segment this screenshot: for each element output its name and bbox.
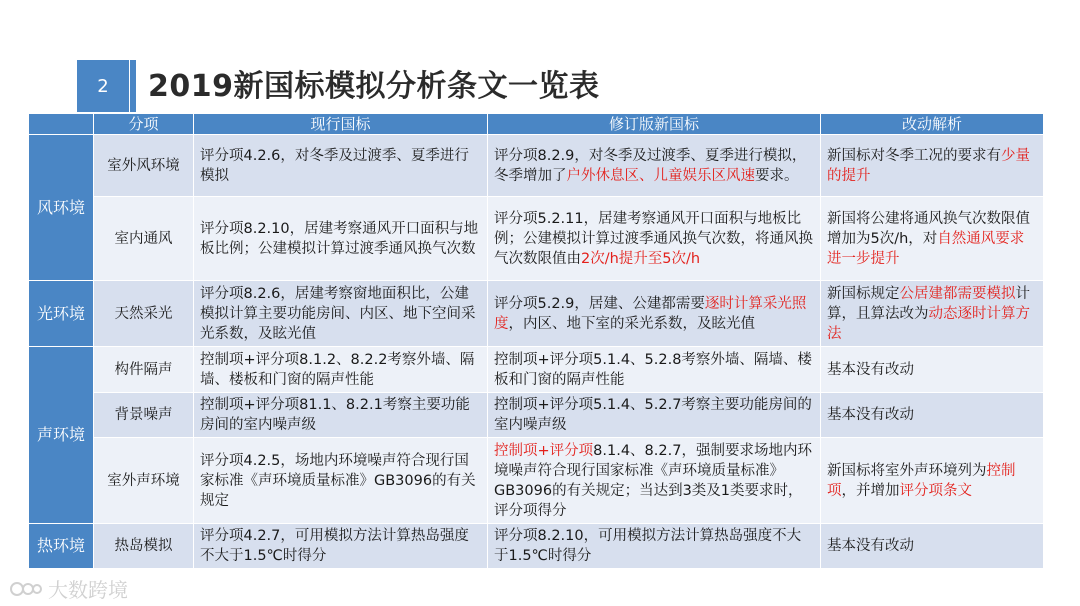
revised-cell: 控制项+评分项5.1.4、5.2.8考察外墙、隔墙、楼板和门窗的隔声性能 <box>488 347 821 393</box>
title-accent-bar <box>130 60 136 112</box>
revised-cell: 评分项5.2.9，居建、公建都需要逐时计算采光照度，内区、地下室的采光系数，及眩光值 <box>488 281 821 347</box>
current-cell: 评分项4.2.7，可用模拟方法计算热岛强度不大于1.5℃时得分 <box>194 524 488 569</box>
group-light: 光环境 <box>29 281 94 347</box>
table-row <box>29 281 1044 347</box>
analysis-cell: 基本没有改动 <box>821 393 1044 438</box>
table-row <box>29 135 1044 197</box>
page-title: 2019新国标模拟分析条文一览表 <box>148 69 600 104</box>
revised-cell: 评分项8.2.10，可用模拟方法计算热岛强度不大于1.5℃时得分 <box>488 524 821 569</box>
item-cell: 室外风环境 <box>94 135 194 197</box>
analysis-cell: 基本没有改动 <box>821 524 1044 569</box>
revised-cell: 控制项+评分项8.1.4、8.2.7，强制要求场地内环境噪声符合现行国家标准《声环境质量标准》GB3096的有关规定；当达到3类及1类要求时，评分项得分 <box>488 438 821 524</box>
current-cell: 控制项+评分项8.1.2、8.2.2考察外墙、隔墙、楼板和门窗的隔声性能 <box>194 347 488 393</box>
item-cell: 热岛模拟 <box>94 524 194 569</box>
table-header-row <box>29 114 1044 135</box>
item-cell: 背景噪声 <box>94 393 194 438</box>
watermark-logo-icon <box>8 576 44 602</box>
item-cell: 天然采光 <box>94 281 194 347</box>
standards-comparison-table <box>28 113 1044 569</box>
table-row <box>29 438 1044 524</box>
item-cell: 室内通风 <box>94 197 194 281</box>
analysis-cell: 新国标对冬季工况的要求有少量的提升 <box>821 135 1044 197</box>
group-wind: 风环境 <box>29 135 94 281</box>
current-cell: 评分项8.2.10，居建考察通风开口面积与地板比例；公建模拟计算过渡季通风换气次数 <box>194 197 488 281</box>
group-heat: 热环境 <box>29 524 94 569</box>
header-blank <box>29 114 94 135</box>
table-row <box>29 197 1044 281</box>
analysis-cell: 基本没有改动 <box>821 347 1044 393</box>
current-cell: 评分项8.2.6，居建考察窗地面积比，公建模拟计算主要功能房间、内区、地下空间采光系数，及眩光值 <box>194 281 488 347</box>
analysis-cell: 新国标规定公居建都需要模拟计算，且算法改为动态逐时计算方法 <box>821 281 1044 347</box>
revised-cell: 评分项8.2.9，对冬季及过渡季、夏季进行模拟，冬季增加了户外休息区、儿童娱乐区风速要求。 <box>488 135 821 197</box>
table-row <box>29 393 1044 438</box>
analysis-cell: 新国标将室外声环境列为控制项，并增加评分项条文 <box>821 438 1044 524</box>
table-row <box>29 347 1044 393</box>
item-cell: 室外声环境 <box>94 438 194 524</box>
header-item: 分项 <box>94 114 194 135</box>
table-row <box>29 524 1044 569</box>
revised-cell: 控制项+评分项5.1.4、5.2.7考察主要功能房间的室内噪声级 <box>488 393 821 438</box>
group-sound: 声环境 <box>29 347 94 524</box>
current-cell: 评分项4.2.5，场地内环境噪声符合现行国家标准《声环境质量标准》GB3096的有关规定 <box>194 438 488 524</box>
watermark-text: 大数跨境 <box>48 578 128 602</box>
revised-cell: 评分项5.2.11，居建考察通风开口面积与地板比例；公建模拟计算过渡季通风换气次数，将通风换气次数限值由2次/h提升至5次/h <box>488 197 821 281</box>
current-cell: 控制项+评分项81.1、8.2.1考察主要功能房间的室内噪声级 <box>194 393 488 438</box>
header-analysis: 改动解析 <box>821 114 1044 135</box>
header-revised: 修订版新国标 <box>488 114 821 135</box>
analysis-cell: 新国将公建将通风换气次数限值增加为5次/h，对自然通风要求进一步提升 <box>821 197 1044 281</box>
item-cell: 构件隔声 <box>94 347 194 393</box>
watermark <box>8 574 128 603</box>
current-cell: 评分项4.2.6，对冬季及过渡季、夏季进行模拟 <box>194 135 488 197</box>
slide-number: 2 <box>77 60 129 112</box>
header-current: 现行国标 <box>194 114 488 135</box>
